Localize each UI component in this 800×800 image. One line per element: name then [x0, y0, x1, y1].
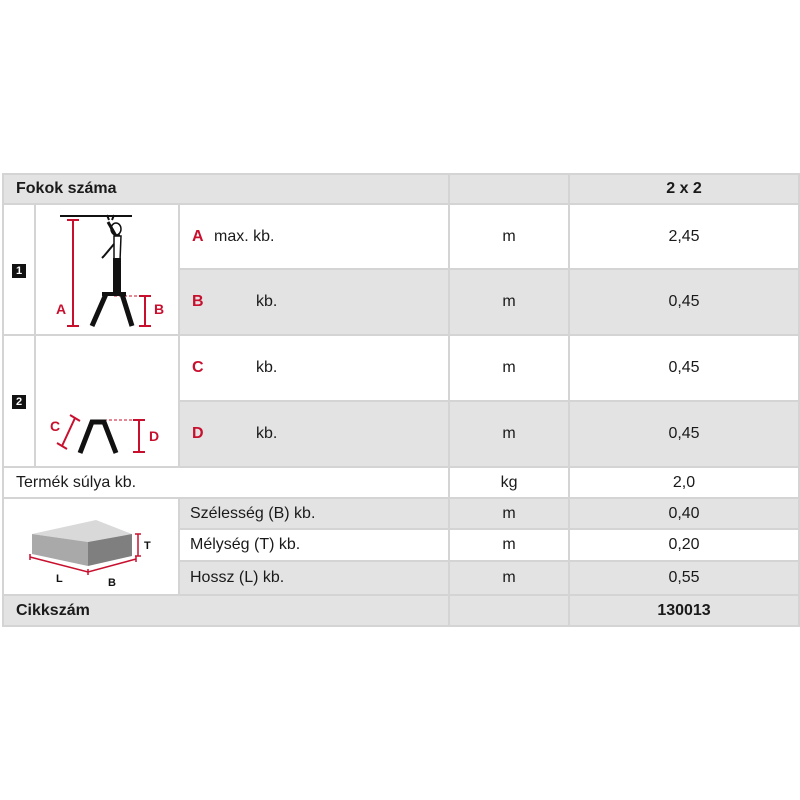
article-row [3, 595, 799, 626]
weight-unit: kg [449, 467, 569, 498]
person-on-ladder-icon [36, 206, 180, 334]
package-depth-value: 0,20 [569, 529, 799, 561]
weight-label: Termék súlya kb. [3, 467, 449, 498]
package-width-row [3, 498, 799, 529]
letter-c: C [192, 359, 204, 376]
package-length-label: Hossz (L) kb. [179, 561, 449, 595]
row-a-unit: m [449, 204, 569, 269]
row-d-label [179, 401, 449, 467]
row-a [3, 204, 799, 269]
package-width-value: 0,40 [569, 498, 799, 529]
package-width-unit: m [449, 498, 569, 529]
row-d-value: 0,45 [569, 401, 799, 467]
row-b-text: kb. [256, 293, 278, 310]
article-label: Cikkszám [3, 595, 449, 626]
folded-ladder-icon [36, 337, 180, 465]
letter-d: D [192, 425, 204, 442]
article-unit [449, 595, 569, 626]
row-c-value: 0,45 [569, 335, 799, 401]
package-length-unit: m [449, 561, 569, 595]
stepladder-standing-illustration [35, 204, 179, 335]
package-width-label: Szélesség (B) kb. [179, 498, 449, 529]
svg-text:B: B [108, 576, 116, 589]
section-badge: 2 [12, 395, 26, 409]
svg-text:C: C [50, 418, 61, 434]
section-1-badge-cell [3, 204, 35, 335]
letter-b: B [192, 293, 204, 310]
svg-text:D: D [149, 428, 160, 444]
row-a-label [179, 204, 449, 269]
header-row [3, 174, 799, 204]
row-b-unit: m [449, 269, 569, 335]
header-unit [449, 174, 569, 204]
svg-text:B: B [154, 300, 165, 317]
section-2-badge-cell [3, 335, 35, 467]
row-c-unit: m [449, 335, 569, 401]
row-c-label [179, 335, 449, 401]
row-c-text: kb. [256, 359, 278, 376]
row-d-text: kb. [256, 425, 278, 442]
svg-text:L: L [56, 572, 63, 585]
row-c [3, 335, 799, 401]
row-b-value: 0,45 [569, 269, 799, 335]
row-a-value: 2,45 [569, 204, 799, 269]
weight-row [3, 467, 799, 498]
row-a-text: max. kb. [214, 227, 275, 245]
package-length-value: 0,55 [569, 561, 799, 595]
weight-value: 2,0 [569, 467, 799, 498]
package-depth-label: Mélység (T) kb. [179, 529, 449, 561]
header-value: 2 x 2 [569, 174, 799, 204]
letter-a: A [192, 227, 204, 245]
header-label: Fokok száma [3, 174, 449, 204]
row-b-label [179, 269, 449, 335]
spec-table [2, 173, 800, 627]
package-box-icon [4, 500, 180, 594]
svg-text:T: T [144, 539, 151, 552]
article-value: 130013 [569, 595, 799, 626]
section-badge: 1 [12, 264, 26, 278]
package-illustration [3, 498, 179, 595]
svg-text:A: A [56, 300, 67, 317]
stepladder-dimensions-illustration [35, 335, 179, 467]
row-d-unit: m [449, 401, 569, 467]
package-depth-unit: m [449, 529, 569, 561]
